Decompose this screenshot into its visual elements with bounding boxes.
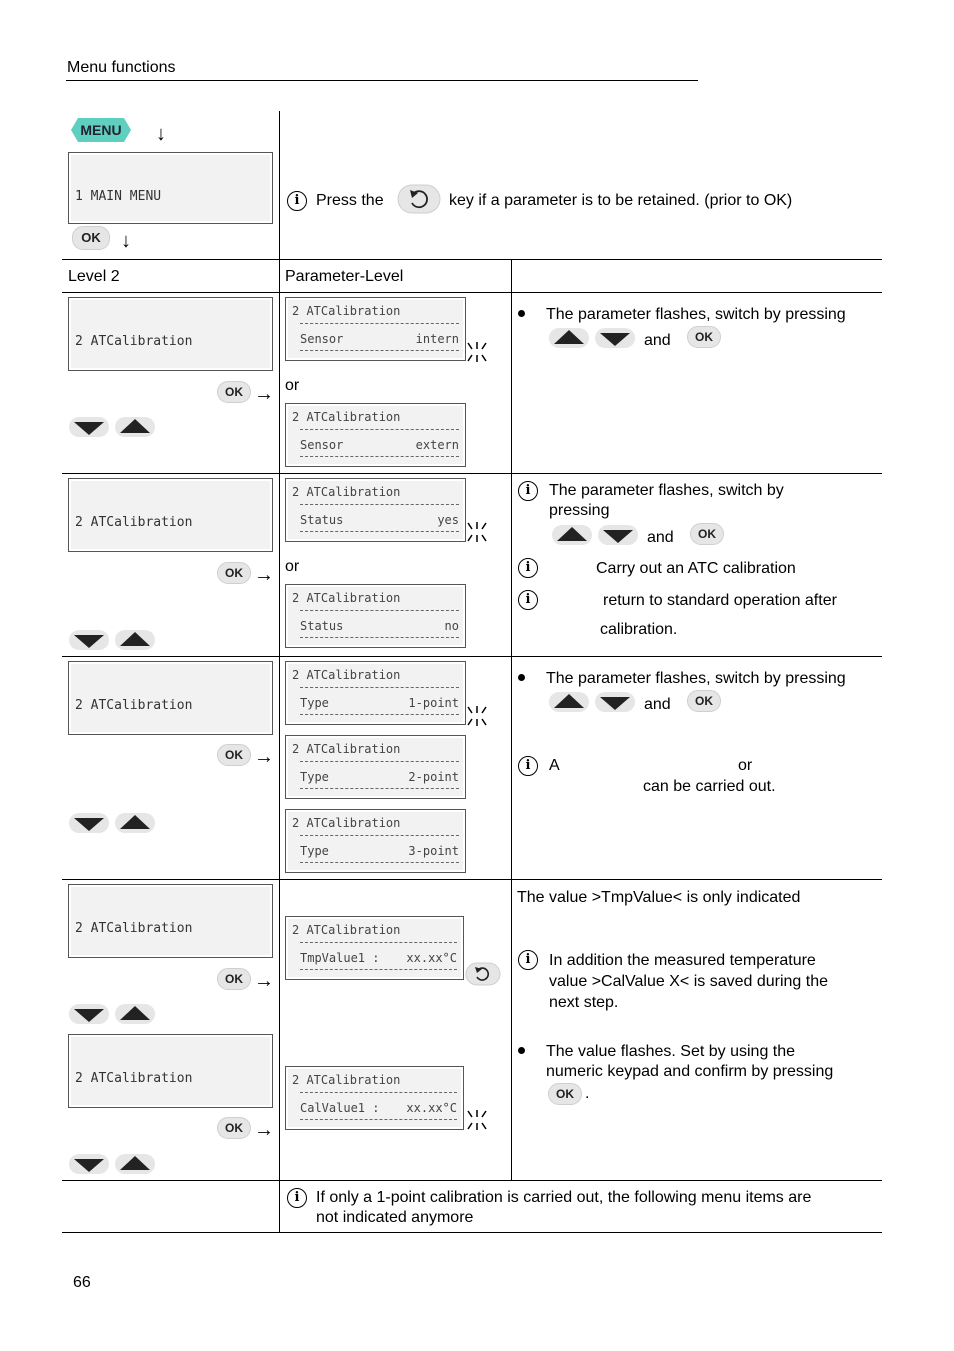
info-icon: i [287,191,307,211]
row-rule [62,259,882,260]
lcd-label: TmpValue1 : [300,951,380,965]
row-rule [62,879,882,880]
lcd-title: 2 ATCalibration [75,1071,193,1086]
up-down-keys[interactable] [548,327,638,349]
ok-key[interactable]: OK [217,1117,251,1139]
row4-note2a: In addition the measured temperature [549,952,816,969]
page-header: Menu functions [67,59,176,76]
ok-key[interactable]: OK [72,226,110,250]
menu-key-label: MENU [80,122,122,138]
lcd-level2-type [68,661,273,735]
arrow-down-icon: ↓ [121,230,131,252]
param-lcd-type-2point [285,735,466,799]
lcd-title: 2 ATCalibration [75,921,193,936]
lcd-title: 2 ATCalibration [75,698,193,713]
lcd-label: Sensor [300,438,344,452]
param-lcd-tmpvalue1 [285,916,464,980]
lcd-label: Type [300,770,329,784]
row4-note3a: The value flashes. Set by using the [546,1043,796,1060]
row2-note1a: The parameter flashes, switch by [549,482,784,499]
arrow-right-icon: → [254,383,274,405]
info-icon: i [518,950,538,970]
row2-note2: Carry out an ATC calibration [596,560,796,577]
flashing-icon [465,1108,489,1132]
lcd-value: 3-point [408,844,459,858]
lcd-label: Type [300,696,329,710]
lcd-label: Status [300,513,344,527]
lcd-label: CalValue1 : [300,1101,380,1115]
row-rule [62,473,882,474]
row4-note1: The value >TmpValue< is only indicated [517,889,801,906]
ok-key[interactable]: OK [217,968,251,990]
param-lcd-calvalue1 [285,1066,464,1130]
row3-note2a: A [549,757,560,774]
row1-note: The parameter flashes, switch by pressing [546,306,846,323]
ok-key[interactable]: OK [548,1083,582,1105]
arrow-right-icon: → [254,746,274,768]
and-text: and [644,332,671,349]
undo-arrow-icon [397,184,441,214]
lcd-value: intern [415,332,459,346]
row2-note3b: calibration. [600,621,678,638]
header-rule [66,80,698,81]
row4-note2b: value >CalValue X< is saved during the [549,973,828,990]
lcd-level2-sensor [68,297,273,371]
bullet [518,1047,525,1054]
row4-note3c: . [585,1085,590,1102]
lcd-title: 2 ATCalibration [292,1073,401,1087]
lcd-value: 2-point [408,770,459,784]
param-lcd-status-no [285,584,466,648]
intro-press-text: Press the [316,192,384,209]
ok-key[interactable]: OK [217,381,251,403]
row-rule [62,1180,882,1181]
lcd-level2-status [68,478,273,552]
intro-key-text: key if a parameter is to be retained. (prior to OK) [449,192,793,209]
lcd-title: 2 ATCalibration [292,816,401,830]
col-divider-2 [511,259,512,1180]
lcd-label: Type [300,844,329,858]
ok-key[interactable]: OK [217,562,251,584]
escape-key[interactable] [465,962,501,986]
lcd-level2-tmpvalue [68,884,273,958]
lcd-level2-calvalue [68,1034,273,1108]
lcd-title: 2 ATCalibration [292,742,401,756]
row3-note2b: or [738,757,753,774]
row4-note2c: next step. [549,994,619,1011]
col-divider-1 [279,111,280,1232]
row2-note1b: pressing [549,502,610,519]
ok-key[interactable]: OK [217,744,251,766]
ok-key[interactable]: OK [690,523,724,545]
or-text: or [285,558,300,575]
ok-key[interactable]: OK [687,690,721,712]
bullet [518,310,525,317]
lcd-value: no [444,619,459,633]
escape-key[interactable] [397,184,441,214]
lcd-title: 2 ATCalibration [292,668,401,682]
column-level2: Level 2 [68,268,120,285]
undo-arrow-icon [465,962,501,986]
info-icon: i [518,590,538,610]
lcd-label: Sensor [300,332,344,346]
param-lcd-sensor-intern [285,297,466,361]
row2-note3a: return to standard operation after [603,592,837,609]
lcd-value: yes [437,513,459,527]
up-down-keys[interactable] [551,524,641,546]
row-rule [62,656,882,657]
down-up-keys[interactable] [68,629,158,651]
flashing-icon [465,340,489,364]
row3-note1: The parameter flashes, switch by pressing [546,670,846,687]
row-rule [62,1232,882,1233]
lcd-title: 2 ATCalibration [292,410,401,424]
footer-note-line2: not indicated anymore [316,1209,474,1226]
info-icon: i [287,1188,307,1208]
lcd-title: 2 ATCalibration [75,515,193,530]
lcd-line: 1 MAIN MENU [75,189,162,204]
lcd-title: 2 ATCalibration [292,304,401,318]
page-number: 66 [73,1274,91,1291]
lcd-title: 2 ATCalibration [292,485,401,499]
info-icon: i [518,558,538,578]
arrow-right-icon: → [254,1119,274,1141]
or-text: or [285,377,300,394]
flashing-icon [465,520,489,544]
row-rule [62,292,882,293]
and-text: and [644,696,671,713]
down-up-keys[interactable] [68,1003,158,1025]
bullet [518,674,525,681]
lcd-label: Status [300,619,344,633]
param-lcd-type-1point [285,661,466,725]
arrow-right-icon: → [254,970,274,992]
row3-note2c: can be carried out. [643,778,776,795]
row4-note3b: numeric keypad and confirm by pressing [546,1063,834,1080]
arrow-right-icon: → [254,564,274,586]
ok-key[interactable]: OK [687,326,721,348]
lcd-title: 2 ATCalibration [75,334,193,349]
lcd-value: xx.xx°C [406,951,457,965]
lcd-main-menu [68,152,273,224]
menu-key[interactable] [70,117,132,143]
column-parameter-level: Parameter-Level [285,268,404,285]
footer-note-line1: If only a 1-point calibration is carried out, the following menu items are [316,1189,812,1206]
info-icon: i [518,481,538,501]
info-icon: i [518,756,538,776]
down-up-keys[interactable] [68,812,158,834]
lcd-value: 1-point [408,696,459,710]
lcd-value: extern [415,438,459,452]
param-lcd-sensor-extern [285,403,466,467]
lcd-title: 2 ATCalibration [292,923,401,937]
param-lcd-status-yes [285,478,466,542]
arrow-down-icon: ↓ [156,123,166,145]
up-down-keys[interactable] [548,691,638,713]
param-lcd-type-3point [285,809,466,873]
flashing-icon [465,704,489,728]
down-up-keys[interactable] [68,416,158,438]
down-up-keys[interactable] [68,1153,158,1175]
lcd-title: 2 ATCalibration [292,591,401,605]
and-text: and [647,529,674,546]
lcd-value: xx.xx°C [406,1101,457,1115]
